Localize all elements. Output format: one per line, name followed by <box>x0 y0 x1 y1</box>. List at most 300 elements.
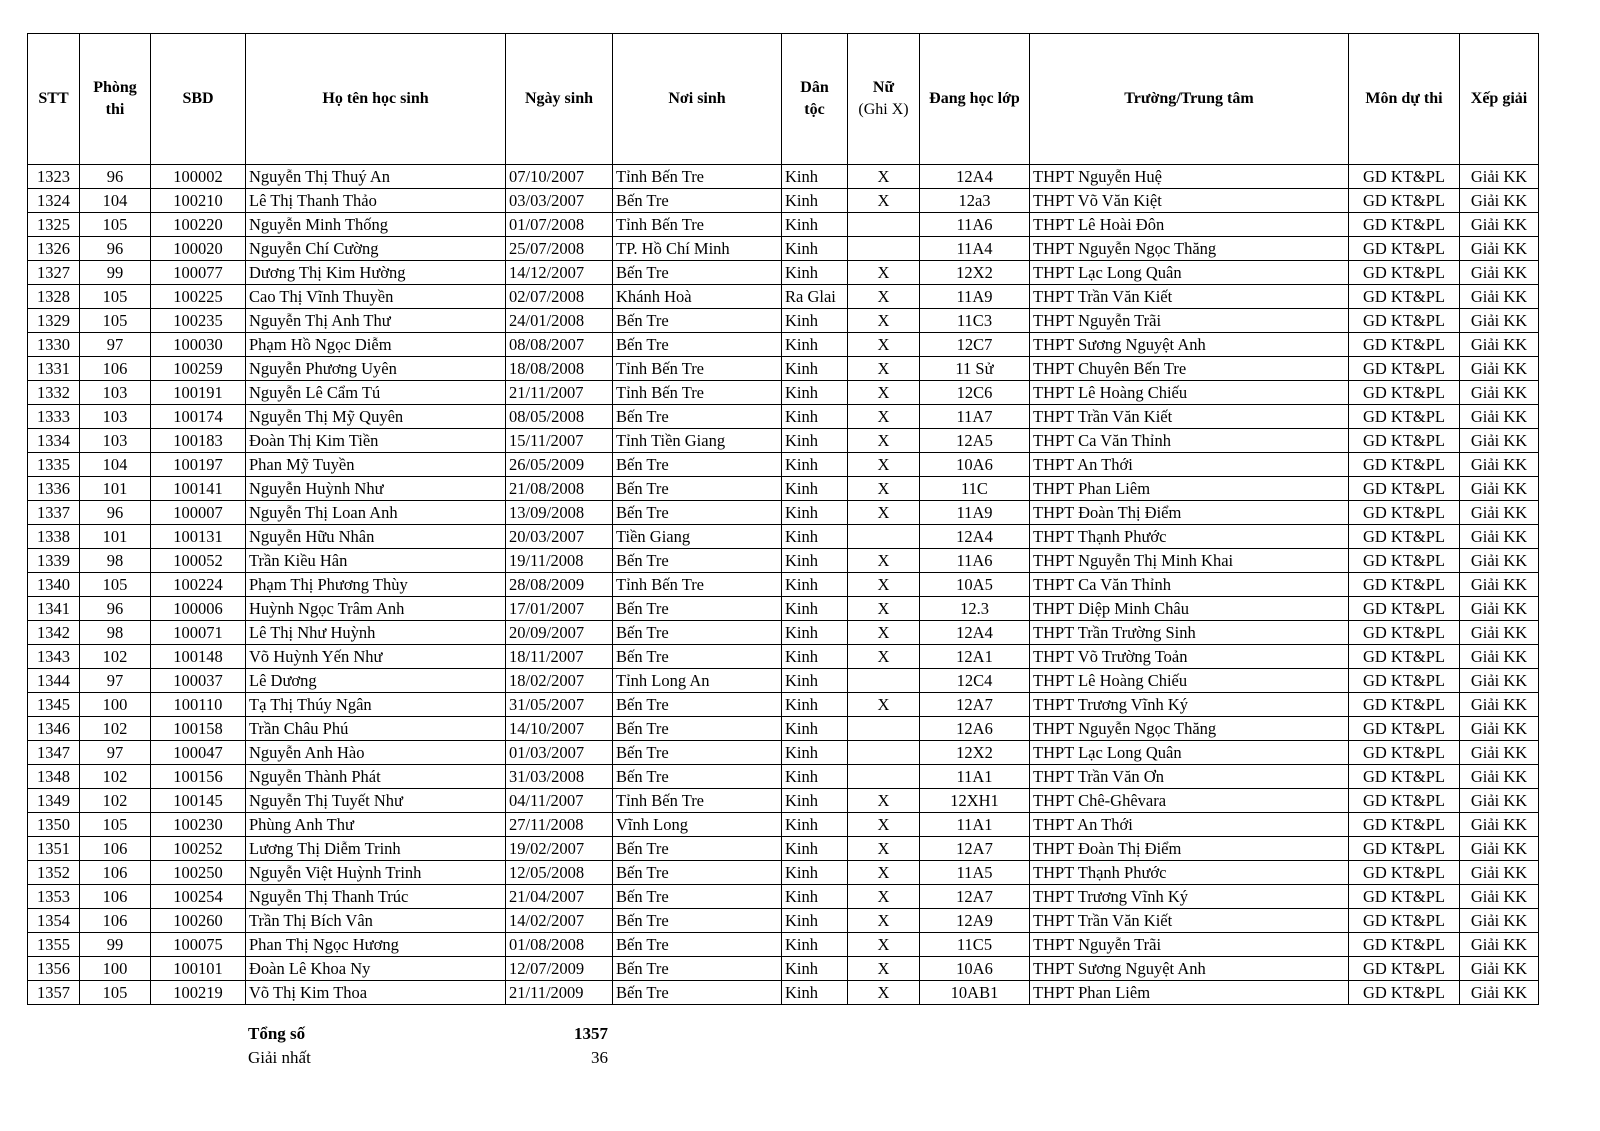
cell-ngay-sinh: 12/07/2009 <box>506 957 613 981</box>
cell-ngay-sinh: 17/01/2007 <box>506 597 613 621</box>
cell-dan-toc: Kinh <box>782 621 848 645</box>
cell-noi-sinh: Bến Tre <box>613 621 782 645</box>
cell-giai: Giải KK <box>1460 645 1539 669</box>
cell-stt: 1326 <box>28 237 80 261</box>
cell-noi-sinh: Bến Tre <box>613 261 782 285</box>
cell-giai: Giải KK <box>1460 261 1539 285</box>
cell-ngay-sinh: 15/11/2007 <box>506 429 613 453</box>
cell-ngay-sinh: 31/03/2008 <box>506 765 613 789</box>
cell-sbd: 100230 <box>151 813 246 837</box>
cell-ho-ten: Trần Kiều Hân <box>246 549 506 573</box>
cell-noi-sinh: Bến Tre <box>613 477 782 501</box>
cell-lop: 12A7 <box>920 693 1030 717</box>
cell-giai: Giải KK <box>1460 813 1539 837</box>
cell-phong-thi: 106 <box>80 885 151 909</box>
table-row <box>28 813 1539 837</box>
cell-truong: THPT Đoàn Thị Điểm <box>1030 837 1349 861</box>
cell-giai: Giải KK <box>1460 573 1539 597</box>
cell-ngay-sinh: 31/05/2007 <box>506 693 613 717</box>
summary-first-row <box>248 1046 608 1070</box>
cell-ho-ten: Lương Thị Diễm Trinh <box>246 837 506 861</box>
cell-truong: THPT Sương Nguyệt Anh <box>1030 957 1349 981</box>
cell-stt: 1340 <box>28 573 80 597</box>
cell-mon: GD KT&PL <box>1349 717 1460 741</box>
cell-phong-thi: 102 <box>80 765 151 789</box>
table-row <box>28 765 1539 789</box>
cell-stt: 1323 <box>28 165 80 189</box>
cell-truong: THPT Lê Hoàng Chiếu <box>1030 669 1349 693</box>
cell-stt: 1330 <box>28 333 80 357</box>
cell-truong: THPT Ca Văn Thỉnh <box>1030 429 1349 453</box>
cell-ngay-sinh: 24/01/2008 <box>506 309 613 333</box>
cell-ngay-sinh: 02/07/2008 <box>506 285 613 309</box>
cell-mon: GD KT&PL <box>1349 765 1460 789</box>
cell-truong: THPT Trần Văn Ơn <box>1030 765 1349 789</box>
cell-lop: 11A7 <box>920 405 1030 429</box>
cell-nu: X <box>848 621 920 645</box>
cell-ho-ten: Nguyễn Thị Thuý An <box>246 165 506 189</box>
cell-phong-thi: 103 <box>80 381 151 405</box>
cell-noi-sinh: Tỉnh Bến Tre <box>613 357 782 381</box>
cell-mon: GD KT&PL <box>1349 405 1460 429</box>
cell-truong: THPT An Thới <box>1030 453 1349 477</box>
cell-nu: X <box>848 405 920 429</box>
cell-ho-ten: Lê Dương <box>246 669 506 693</box>
cell-stt: 1338 <box>28 525 80 549</box>
cell-giai: Giải KK <box>1460 453 1539 477</box>
cell-noi-sinh: Bến Tre <box>613 405 782 429</box>
cell-sbd: 100020 <box>151 237 246 261</box>
cell-truong: THPT Trần Văn Kiết <box>1030 909 1349 933</box>
cell-sbd: 100071 <box>151 621 246 645</box>
cell-sbd: 100141 <box>151 477 246 501</box>
cell-ho-ten: Phùng Anh Thư <box>246 813 506 837</box>
cell-lop: 10A5 <box>920 573 1030 597</box>
cell-phong-thi: 103 <box>80 429 151 453</box>
cell-sbd: 100156 <box>151 765 246 789</box>
cell-giai: Giải KK <box>1460 549 1539 573</box>
cell-ho-ten: Nguyễn Phương Uyên <box>246 357 506 381</box>
cell-stt: 1355 <box>28 933 80 957</box>
table-row <box>28 285 1539 309</box>
cell-truong: THPT Nguyễn Trãi <box>1030 933 1349 957</box>
cell-stt: 1347 <box>28 741 80 765</box>
cell-truong: THPT Phan Liêm <box>1030 981 1349 1005</box>
cell-dan-toc: Kinh <box>782 429 848 453</box>
cell-truong: THPT Lạc Long Quân <box>1030 261 1349 285</box>
cell-lop: 12A9 <box>920 909 1030 933</box>
cell-nu <box>848 525 920 549</box>
cell-nu: X <box>848 861 920 885</box>
cell-giai: Giải KK <box>1460 333 1539 357</box>
cell-dan-toc: Kinh <box>782 597 848 621</box>
cell-phong-thi: 105 <box>80 285 151 309</box>
table-row <box>28 933 1539 957</box>
header-ngay-sinh: Ngày sinh <box>506 34 613 165</box>
cell-giai: Giải KK <box>1460 861 1539 885</box>
cell-sbd: 100110 <box>151 693 246 717</box>
cell-phong-thi: 97 <box>80 669 151 693</box>
cell-nu: X <box>848 789 920 813</box>
table-row <box>28 573 1539 597</box>
cell-lop: 10AB1 <box>920 981 1030 1005</box>
cell-truong: THPT Lạc Long Quân <box>1030 741 1349 765</box>
cell-sbd: 100101 <box>151 957 246 981</box>
cell-nu: X <box>848 189 920 213</box>
cell-noi-sinh: Bến Tre <box>613 189 782 213</box>
cell-sbd: 100148 <box>151 645 246 669</box>
cell-stt: 1354 <box>28 909 80 933</box>
cell-dan-toc: Kinh <box>782 525 848 549</box>
table-row <box>28 237 1539 261</box>
cell-ngay-sinh: 21/08/2008 <box>506 477 613 501</box>
cell-mon: GD KT&PL <box>1349 597 1460 621</box>
cell-ngay-sinh: 04/11/2007 <box>506 789 613 813</box>
table-row <box>28 477 1539 501</box>
cell-stt: 1346 <box>28 717 80 741</box>
cell-giai: Giải KK <box>1460 405 1539 429</box>
cell-stt: 1342 <box>28 621 80 645</box>
first-prize-value: 36 <box>591 1048 608 1067</box>
cell-lop: 11A1 <box>920 813 1030 837</box>
cell-nu: X <box>848 909 920 933</box>
cell-truong: THPT Trần Văn Kiết <box>1030 405 1349 429</box>
cell-sbd: 100250 <box>151 861 246 885</box>
cell-sbd: 100158 <box>151 717 246 741</box>
cell-phong-thi: 96 <box>80 165 151 189</box>
cell-mon: GD KT&PL <box>1349 837 1460 861</box>
cell-nu: X <box>848 453 920 477</box>
cell-nu: X <box>848 429 920 453</box>
cell-nu <box>848 717 920 741</box>
cell-dan-toc: Ra Glai <box>782 285 848 309</box>
cell-stt: 1343 <box>28 645 80 669</box>
cell-ngay-sinh: 21/11/2009 <box>506 981 613 1005</box>
cell-dan-toc: Kinh <box>782 861 848 885</box>
cell-giai: Giải KK <box>1460 501 1539 525</box>
cell-giai: Giải KK <box>1460 741 1539 765</box>
cell-ngay-sinh: 21/11/2007 <box>506 381 613 405</box>
table-row <box>28 957 1539 981</box>
cell-giai: Giải KK <box>1460 837 1539 861</box>
cell-phong-thi: 106 <box>80 861 151 885</box>
cell-nu: X <box>848 933 920 957</box>
cell-dan-toc: Kinh <box>782 909 848 933</box>
cell-giai: Giải KK <box>1460 909 1539 933</box>
cell-nu: X <box>848 261 920 285</box>
cell-noi-sinh: Vĩnh Long <box>613 813 782 837</box>
cell-nu: X <box>848 549 920 573</box>
cell-truong: THPT Võ Trường Toản <box>1030 645 1349 669</box>
cell-mon: GD KT&PL <box>1349 213 1460 237</box>
cell-mon: GD KT&PL <box>1349 981 1460 1005</box>
table-row <box>28 333 1539 357</box>
cell-dan-toc: Kinh <box>782 165 848 189</box>
cell-mon: GD KT&PL <box>1349 285 1460 309</box>
cell-noi-sinh: Bến Tre <box>613 453 782 477</box>
cell-stt: 1353 <box>28 885 80 909</box>
cell-ho-ten: Tạ Thị Thúy Ngân <box>246 693 506 717</box>
cell-sbd: 100252 <box>151 837 246 861</box>
cell-lop: 11A6 <box>920 213 1030 237</box>
first-prize-label: Giải nhất <box>248 1048 311 1067</box>
cell-ho-ten: Trần Thị Bích Vân <box>246 909 506 933</box>
table-row <box>28 405 1539 429</box>
cell-mon: GD KT&PL <box>1349 741 1460 765</box>
cell-nu: X <box>848 597 920 621</box>
cell-truong: THPT Nguyễn Thị Minh Khai <box>1030 549 1349 573</box>
cell-ho-ten: Phạm Hồ Ngọc Diễm <box>246 333 506 357</box>
cell-noi-sinh: Bến Tre <box>613 765 782 789</box>
cell-phong-thi: 96 <box>80 237 151 261</box>
cell-mon: GD KT&PL <box>1349 645 1460 669</box>
cell-giai: Giải KK <box>1460 765 1539 789</box>
cell-phong-thi: 105 <box>80 213 151 237</box>
cell-nu: X <box>848 381 920 405</box>
cell-dan-toc: Kinh <box>782 549 848 573</box>
cell-ho-ten: Đoàn Thị Kim Tiền <box>246 429 506 453</box>
cell-ngay-sinh: 01/08/2008 <box>506 933 613 957</box>
cell-sbd: 100030 <box>151 333 246 357</box>
table-row <box>28 213 1539 237</box>
cell-stt: 1352 <box>28 861 80 885</box>
cell-lop: 11A9 <box>920 285 1030 309</box>
cell-lop: 12A6 <box>920 717 1030 741</box>
cell-nu: X <box>848 813 920 837</box>
cell-phong-thi: 101 <box>80 525 151 549</box>
cell-sbd: 100006 <box>151 597 246 621</box>
cell-lop: 11A1 <box>920 765 1030 789</box>
cell-ho-ten: Dương Thị Kim Hường <box>246 261 506 285</box>
table-row <box>28 861 1539 885</box>
cell-lop: 12X2 <box>920 741 1030 765</box>
cell-nu: X <box>848 957 920 981</box>
cell-giai: Giải KK <box>1460 357 1539 381</box>
cell-sbd: 100131 <box>151 525 246 549</box>
cell-lop: 11A5 <box>920 861 1030 885</box>
cell-truong: THPT Nguyễn Trãi <box>1030 309 1349 333</box>
cell-phong-thi: 99 <box>80 933 151 957</box>
cell-mon: GD KT&PL <box>1349 309 1460 333</box>
header-noi-sinh: Nơi sinh <box>613 34 782 165</box>
cell-lop: 12A4 <box>920 525 1030 549</box>
cell-nu: X <box>848 645 920 669</box>
cell-mon: GD KT&PL <box>1349 261 1460 285</box>
table-row <box>28 621 1539 645</box>
cell-dan-toc: Kinh <box>782 573 848 597</box>
cell-noi-sinh: Tỉnh Tiền Giang <box>613 429 782 453</box>
table-row <box>28 669 1539 693</box>
cell-ho-ten: Nguyễn Thành Phát <box>246 765 506 789</box>
cell-mon: GD KT&PL <box>1349 501 1460 525</box>
table-row <box>28 381 1539 405</box>
header-stt: STT <box>28 34 80 165</box>
cell-giai: Giải KK <box>1460 285 1539 309</box>
cell-nu: X <box>848 981 920 1005</box>
cell-dan-toc: Kinh <box>782 981 848 1005</box>
cell-lop: 12.3 <box>920 597 1030 621</box>
cell-mon: GD KT&PL <box>1349 909 1460 933</box>
cell-giai: Giải KK <box>1460 981 1539 1005</box>
cell-ho-ten: Nguyễn Minh Thống <box>246 213 506 237</box>
cell-sbd: 100047 <box>151 741 246 765</box>
cell-noi-sinh: Tiền Giang <box>613 525 782 549</box>
cell-mon: GD KT&PL <box>1349 453 1460 477</box>
cell-dan-toc: Kinh <box>782 957 848 981</box>
cell-phong-thi: 96 <box>80 597 151 621</box>
cell-sbd: 100052 <box>151 549 246 573</box>
cell-giai: Giải KK <box>1460 933 1539 957</box>
cell-lop: 11A9 <box>920 501 1030 525</box>
cell-dan-toc: Kinh <box>782 645 848 669</box>
cell-noi-sinh: Bến Tre <box>613 693 782 717</box>
cell-stt: 1329 <box>28 309 80 333</box>
cell-lop: 12X2 <box>920 261 1030 285</box>
cell-noi-sinh: Bến Tre <box>613 741 782 765</box>
cell-truong: THPT Trương Vĩnh Ký <box>1030 885 1349 909</box>
cell-ho-ten: Nguyễn Thị Mỹ Quyên <box>246 405 506 429</box>
cell-stt: 1325 <box>28 213 80 237</box>
table-row <box>28 693 1539 717</box>
cell-mon: GD KT&PL <box>1349 885 1460 909</box>
cell-stt: 1356 <box>28 957 80 981</box>
cell-dan-toc: Kinh <box>782 237 848 261</box>
cell-sbd: 100174 <box>151 405 246 429</box>
cell-stt: 1335 <box>28 453 80 477</box>
table-row <box>28 717 1539 741</box>
table-row <box>28 309 1539 333</box>
cell-sbd: 100191 <box>151 381 246 405</box>
header-phong-thi: Phòng thi <box>80 34 151 165</box>
summary-block <box>248 1022 608 1070</box>
cell-noi-sinh: Tỉnh Bến Tre <box>613 213 782 237</box>
cell-ho-ten: Lê Thị Như Huỳnh <box>246 621 506 645</box>
table-row <box>28 261 1539 285</box>
cell-ho-ten: Huỳnh Ngọc Trâm Anh <box>246 597 506 621</box>
cell-sbd: 100259 <box>151 357 246 381</box>
cell-mon: GD KT&PL <box>1349 669 1460 693</box>
cell-lop: 12a3 <box>920 189 1030 213</box>
cell-ho-ten: Nguyễn Lê Cẩm Tú <box>246 381 506 405</box>
cell-nu: X <box>848 333 920 357</box>
cell-truong: THPT Chuyên Bến Tre <box>1030 357 1349 381</box>
cell-sbd: 100235 <box>151 309 246 333</box>
cell-ngay-sinh: 14/12/2007 <box>506 261 613 285</box>
cell-dan-toc: Kinh <box>782 885 848 909</box>
cell-phong-thi: 98 <box>80 549 151 573</box>
cell-lop: 11 Sử <box>920 357 1030 381</box>
cell-mon: GD KT&PL <box>1349 549 1460 573</box>
cell-sbd: 100145 <box>151 789 246 813</box>
cell-sbd: 100197 <box>151 453 246 477</box>
cell-dan-toc: Kinh <box>782 477 848 501</box>
cell-phong-thi: 97 <box>80 333 151 357</box>
table-body <box>28 165 1539 1005</box>
cell-truong: THPT Lê Hoàng Chiếu <box>1030 381 1349 405</box>
cell-lop: 11C5 <box>920 933 1030 957</box>
cell-ho-ten: Nguyễn Huỳnh Như <box>246 477 506 501</box>
cell-phong-thi: 105 <box>80 573 151 597</box>
cell-stt: 1339 <box>28 549 80 573</box>
header-ho-ten: Họ tên học sinh <box>246 34 506 165</box>
cell-lop: 12XH1 <box>920 789 1030 813</box>
cell-phong-thi: 99 <box>80 261 151 285</box>
cell-sbd: 100002 <box>151 165 246 189</box>
cell-nu: X <box>848 357 920 381</box>
cell-lop: 12C7 <box>920 333 1030 357</box>
cell-ho-ten: Nguyễn Thị Anh Thư <box>246 309 506 333</box>
cell-dan-toc: Kinh <box>782 405 848 429</box>
cell-noi-sinh: Bến Tre <box>613 717 782 741</box>
cell-giai: Giải KK <box>1460 693 1539 717</box>
cell-phong-thi: 105 <box>80 813 151 837</box>
cell-phong-thi: 105 <box>80 309 151 333</box>
cell-lop: 12A4 <box>920 621 1030 645</box>
cell-dan-toc: Kinh <box>782 453 848 477</box>
cell-noi-sinh: Bến Tre <box>613 861 782 885</box>
cell-noi-sinh: Tỉnh Bến Tre <box>613 789 782 813</box>
cell-stt: 1337 <box>28 501 80 525</box>
cell-ngay-sinh: 19/11/2008 <box>506 549 613 573</box>
cell-dan-toc: Kinh <box>782 333 848 357</box>
cell-sbd: 100220 <box>151 213 246 237</box>
cell-stt: 1332 <box>28 381 80 405</box>
cell-truong: THPT Trương Vĩnh Ký <box>1030 693 1349 717</box>
cell-stt: 1333 <box>28 405 80 429</box>
cell-stt: 1328 <box>28 285 80 309</box>
cell-stt: 1331 <box>28 357 80 381</box>
cell-noi-sinh: Tỉnh Bến Tre <box>613 165 782 189</box>
cell-noi-sinh: Bến Tre <box>613 501 782 525</box>
cell-truong: THPT Võ Văn Kiệt <box>1030 189 1349 213</box>
cell-ngay-sinh: 07/10/2007 <box>506 165 613 189</box>
cell-dan-toc: Kinh <box>782 933 848 957</box>
cell-ngay-sinh: 01/03/2007 <box>506 741 613 765</box>
cell-giai: Giải KK <box>1460 477 1539 501</box>
cell-stt: 1348 <box>28 765 80 789</box>
cell-phong-thi: 102 <box>80 645 151 669</box>
cell-dan-toc: Kinh <box>782 837 848 861</box>
cell-mon: GD KT&PL <box>1349 165 1460 189</box>
cell-lop: 11C <box>920 477 1030 501</box>
header-row <box>28 34 1539 165</box>
cell-ho-ten: Đoàn Lê Khoa Ny <box>246 957 506 981</box>
cell-giai: Giải KK <box>1460 789 1539 813</box>
cell-lop: 12A7 <box>920 837 1030 861</box>
header-mon: Môn dự thi <box>1349 34 1460 165</box>
cell-noi-sinh: Tỉnh Bến Tre <box>613 381 782 405</box>
table-row <box>28 165 1539 189</box>
cell-giai: Giải KK <box>1460 885 1539 909</box>
cell-lop: 12C4 <box>920 669 1030 693</box>
cell-truong: THPT Chê-Ghêvara <box>1030 789 1349 813</box>
cell-lop: 11A6 <box>920 549 1030 573</box>
cell-sbd: 100075 <box>151 933 246 957</box>
cell-sbd: 100007 <box>151 501 246 525</box>
cell-mon: GD KT&PL <box>1349 933 1460 957</box>
cell-phong-thi: 96 <box>80 501 151 525</box>
cell-ho-ten: Trần Châu Phú <box>246 717 506 741</box>
cell-nu: X <box>848 885 920 909</box>
cell-sbd: 100183 <box>151 429 246 453</box>
cell-truong: THPT Ca Văn Thỉnh <box>1030 573 1349 597</box>
cell-giai: Giải KK <box>1460 237 1539 261</box>
cell-giai: Giải KK <box>1460 717 1539 741</box>
cell-phong-thi: 98 <box>80 621 151 645</box>
summary-total-row <box>248 1022 608 1046</box>
cell-sbd: 100210 <box>151 189 246 213</box>
cell-ngay-sinh: 14/02/2007 <box>506 909 613 933</box>
